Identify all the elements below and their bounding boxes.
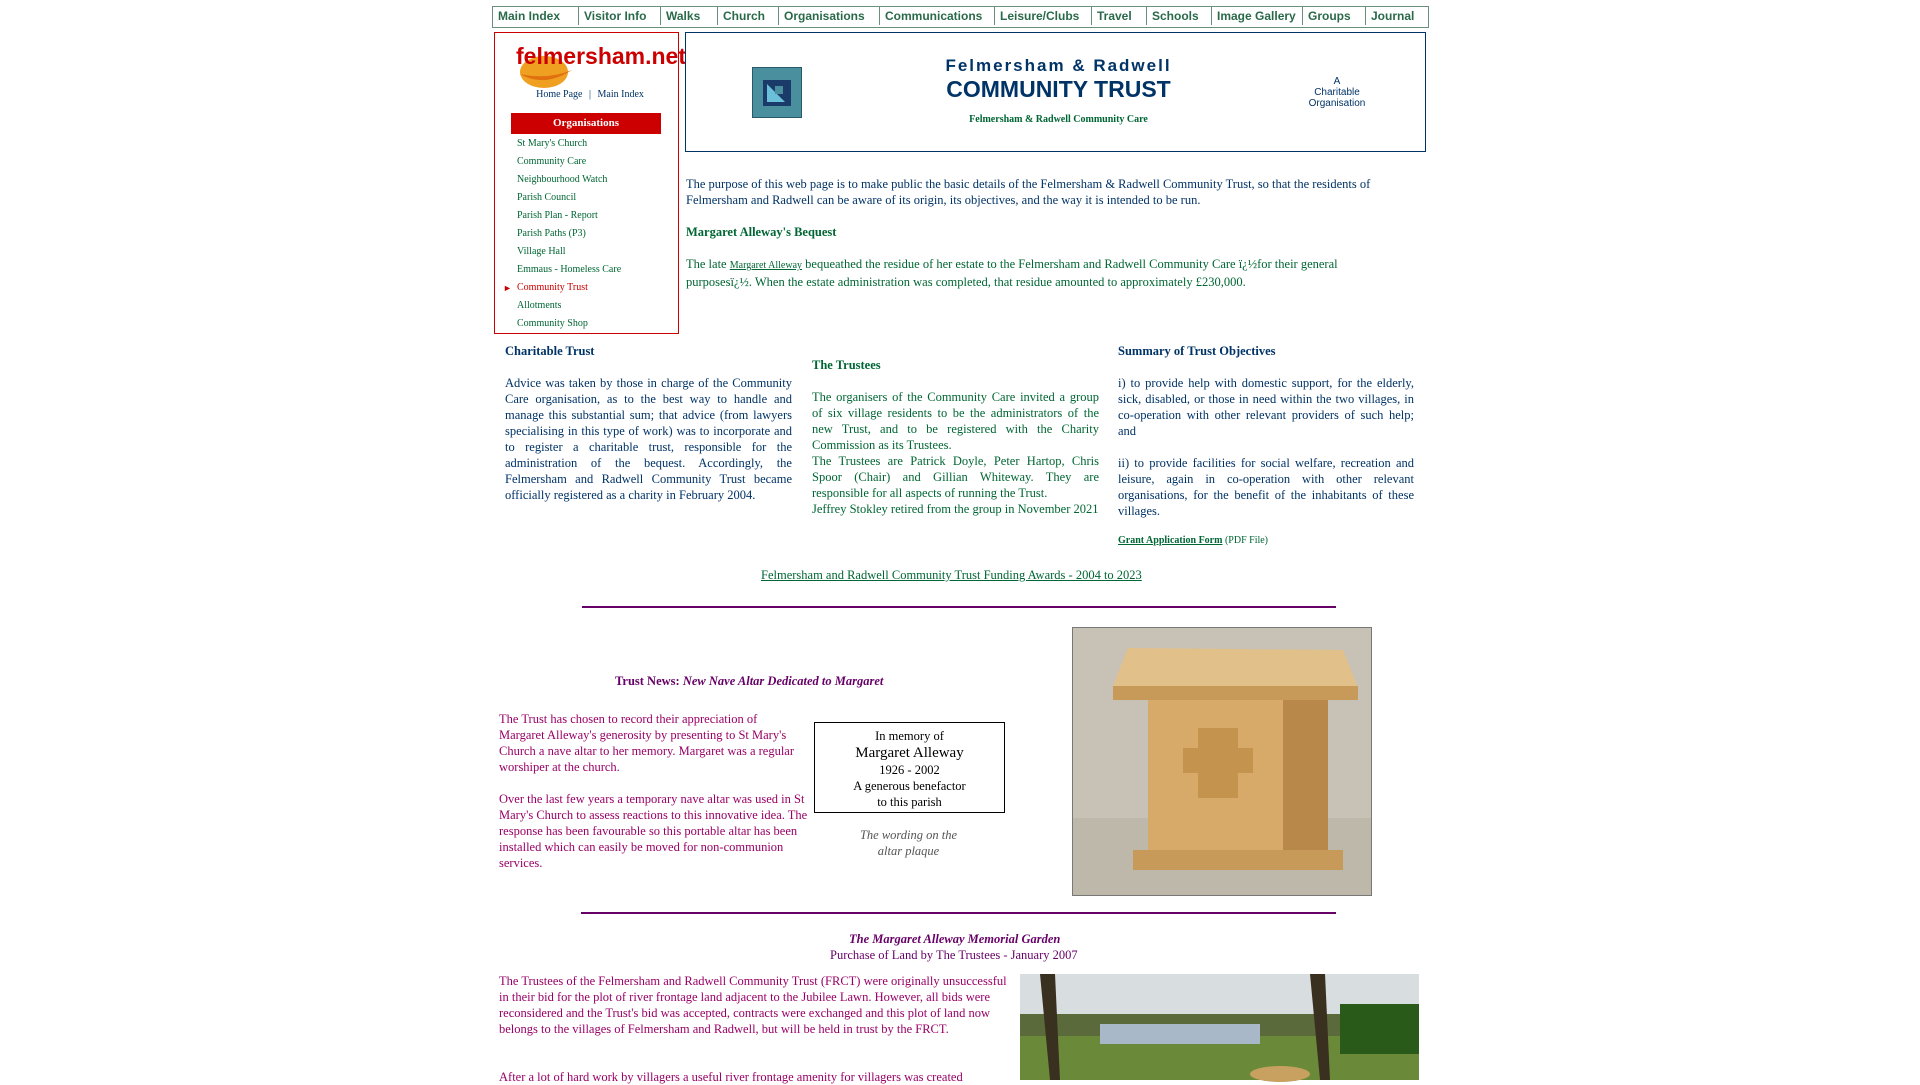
nav-schools[interactable]: Schools [1147,7,1212,25]
logo-text: felmersham.net [516,43,687,69]
caption-line1: The wording on the [859,828,958,842]
bequest-pre-text: The late [686,257,730,271]
nav-image-gallery[interactable]: Image Gallery [1212,7,1303,25]
site-logo[interactable] [514,43,687,90]
page-title: COMMUNITY TRUST [946,76,1171,102]
nav-leisure-clubs[interactable]: Leisure/Clubs [995,7,1092,25]
trustees-paragraph-1: The organisers of the Community Care invited a group of six village residents to be the administrators of the new Trust, and to be registered with the Charity Commission as its Trustees. [812,390,1099,452]
link-separator: | [588,89,591,100]
charitable-trust-paragraph: Advice was taken by those in charge of the Community Care organisation, as to the best way to handle and manage this substantial sum; that advice (from lawyers specialising in this type of work) was to incorporate and to register a charitable trust, responsible for the administration of the bequest. Accordingly, the Felmersham and Radwell Community Trust became officially registered as a charity in February 2004. [505,376,792,502]
nav-organisations[interactable]: Organisations [779,7,880,25]
sidebar-item-st-marys-church[interactable]: St Mary's Church [517,138,588,149]
objectives-heading: Summary of Trust Objectives [1118,344,1276,358]
divider-1 [582,606,1336,608]
objective-2: ii) to provide facilities for social welfare, recreation and leisure, again in co-operation with other relevant organisations, for the benefit of the inhabitants of these villages. [1118,456,1414,518]
trust-news-headline: New Nave Altar Dedicated to Margaret [682,674,884,688]
top-nav [492,6,1429,28]
sidebar-item-community-trust[interactable]: Community Trust [517,282,588,293]
charitable-line1: A [1333,76,1341,87]
charitable-trust-heading: Charitable Trust [505,344,595,358]
nav-walks[interactable]: Walks [661,7,718,25]
nav-communications[interactable]: Communications [880,7,995,25]
sidebar-item-parish-plan[interactable]: Parish Plan - Report [517,210,598,221]
nav-journal[interactable]: Journal [1371,9,1415,23]
bequest-post-text: bequeathed the residue of her estate to the Felmersham and Radwell Community Care ï¿½for their general purposesï¿½. When the estate administration was completed, that residue amounted to approximately £230,000. [686,257,1338,289]
page-title-line1: Felmersham & Radwell [945,56,1172,75]
grant-application-link[interactable]: Grant Application Form [1118,535,1223,546]
sidebar-heading: Organisations [511,113,661,134]
home-page-link[interactable]: Home Page [536,89,583,100]
plaque-caption [834,827,983,859]
margaret-alleway-link[interactable]: Margaret Alleway [729,260,803,271]
nav-church[interactable]: Church [718,7,779,25]
bequest-heading: Margaret Alleway's Bequest [686,225,837,239]
sidebar-item-community-shop[interactable]: Community Shop [517,318,588,329]
sidebar-item-emmaus[interactable]: Emmaus - Homeless Care [517,264,622,275]
sidebar-item-community-care[interactable]: Community Care [517,156,587,167]
sidebar-item-village-hall[interactable]: Village Hall [517,246,566,257]
trust-news-heading [615,673,883,689]
plaque-line2: Margaret Alleway [855,745,964,761]
plaque-line1: In memory of [875,729,944,743]
sidebar-item-allotments[interactable]: Allotments [517,300,562,311]
garden-paragraph-1: The Trustees of the Felmersham and Radwell Community Trust (FRCT) were originally unsuccessful in their bid for the plot of river frontage land adjacent to the Jubilee Lawn. However, all bids were reconsidered and the Trust's bid was accepted, contracts were exchanged and this plot of land now belongs to the villages of Felmersham and Radwell, but will be held in trust by the FRCT. [499,974,1007,1036]
page-subtitle: Felmersham & Radwell Community Care [969,114,1148,125]
caption-line2: altar plaque [877,844,940,858]
altar-photo [1072,627,1372,896]
news-paragraph-2: Over the last few years a temporary nave altar was used in St Mary's Church to assess reactions to this innovative idea. The response has been favourable so this portable altar has been installed which can easily be moved for non-communion services. [499,792,808,870]
trustees-paragraph-2: The Trustees are Patrick Doyle, Peter Hartop, Chris Spoor (Chair) and Gillian Whiteway. They are responsible for all aspects of running the Trust. [812,454,1099,500]
plaque-line3: 1926 - 2002 [879,763,940,777]
garden-subheading: Purchase of Land by The Trustees - January 2007 [830,948,1078,962]
nav-groups[interactable]: Groups [1303,7,1366,25]
memorial-garden-photo [1020,974,1419,1080]
grant-application [1118,535,1268,546]
sidebar-item-neighbourhood-watch[interactable]: Neighbourhood Watch [517,174,608,185]
purpose-paragraph: The purpose of this web page is to make public the basic details of the Felmersham & Radwell Community Trust, so that the residents of Felmersham and Radwell can be aware of its origin, its objectives, and the way it is intended to be run. [686,177,1371,207]
active-arrow-icon: ► [503,283,512,293]
charitable-line2: Charitable [1314,87,1360,98]
nav-travel[interactable]: Travel [1092,7,1147,25]
divider-2 [581,912,1336,914]
trust-logo-icon [752,67,802,118]
trustees-heading: The Trustees [812,358,881,372]
sidebar-item-parish-paths[interactable]: Parish Paths (P3) [517,228,586,239]
sidebar-item-parish-council[interactable]: Parish Council [517,192,577,203]
altar-plaque [814,722,1005,813]
main-index-link[interactable]: Main Index [597,89,644,100]
home-links [520,89,660,100]
trust-news-label: Trust News: [615,674,683,688]
objective-1: i) to provide help with domestic support, for the elderly, sick, disabled, or those in need within the two villages, in co-operation with other relevant providers of such help; and [1118,376,1414,438]
plaque-line4: A generous benefactor [853,779,966,793]
garden-paragraph-2: After a lot of hard work by villagers a useful river frontage amenity for villagers was created [499,1070,963,1084]
trustees-paragraph-3: Jeffrey Stokley retired from the group in November 2021 [812,502,1099,516]
grant-pdf-note: (PDF File) [1222,535,1269,546]
news-paragraph-1: The Trust has chosen to record their appreciation of Margaret Alleway's generosity by presenting to St Mary's Church a nave altar to her memory. Margaret was a regular worshiper at the church. [499,712,795,774]
nav-visitor-info[interactable]: Visitor Info [579,7,661,25]
bequest-paragraph [686,256,1406,290]
funding-awards-link[interactable]: Felmersham and Radwell Community Trust Funding Awards - 2004 to 2023 [761,568,1142,582]
charitable-organisation-label [1290,76,1384,109]
garden-heading: The Margaret Alleway Memorial Garden [849,932,1061,946]
plaque-line5: to this parish [877,795,942,809]
nav-main-index[interactable]: Main Index [493,7,579,25]
charitable-line3: Organisation [1308,98,1366,109]
